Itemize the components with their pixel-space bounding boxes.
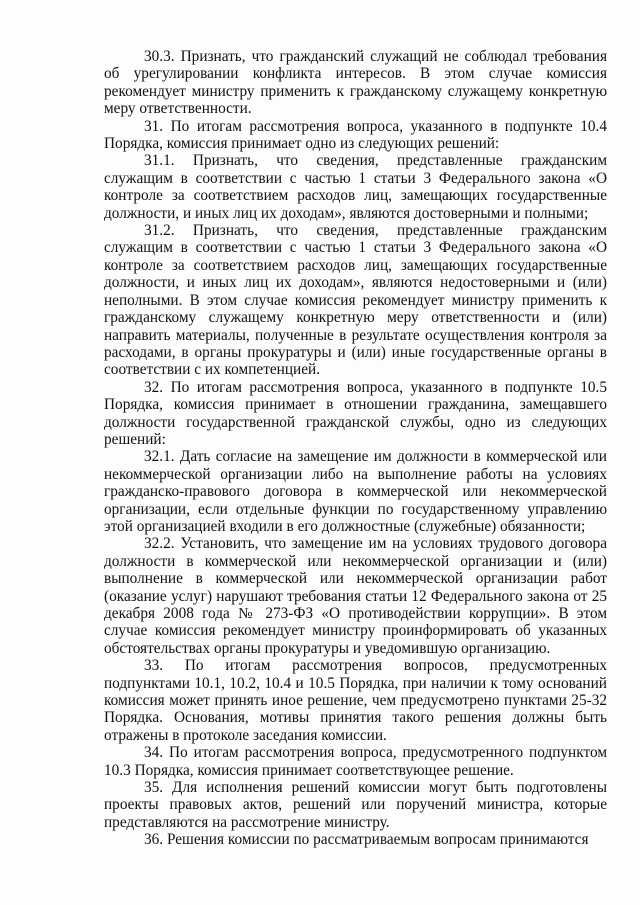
paragraph-30-3: 30.3. Признать, что гражданский служащий не соблюдал требования об урегулировании конфликта интересов. В этом случае комиссия рекомендует министру применить к гражданскому служащему конкретную меру ответственности. — [104, 48, 607, 118]
document-body — [104, 48, 607, 849]
paragraph-36: 36. Решения комиссии по рассматриваемым вопросам принимаются — [144, 831, 589, 849]
paragraph-33: 33. По итогам рассмотрения вопросов, предусмотренных подпунктами 10.1, 10.2, 10.4 и 10.5 Порядка, при наличии к тому оснований комиссия может принять иное решение, чем предусмотрено пунктами 25-32 Порядка. Основания, мотивы принятия такого решения должны быть отражены в протоколе заседания комиссии. — [104, 657, 607, 744]
paragraph-31: 31. По итогам рассмотрения вопроса, указанного в подпункте 10.4 Порядка, комиссия принимает одно из следующих решений: — [104, 117, 607, 153]
paragraph-32-2: 32.2. Установить, что замещение им на условиях трудового договора должности в коммерческой или некоммерческой организации и (или) выполнение в коммерческой или некоммерческой организации работ (оказание услуг) нарушают требования статьи 12 Федерального закона от 25 декабря 2008 года № 273-ФЗ «О противодействии коррупции». В этом случае комиссия рекомендует министру проинформировать об указанных обстоятельствах органы прокуратуры и уведомившую организацию. — [104, 535, 607, 657]
paragraph-31-1: 31.1. Признать, что сведения, представленные гражданским служащим в соответствии с частью 1 статьи 3 Федерального закона «О контроле за соответствием расходов лиц, замещающих государственные должности, и иных лиц их доходам», являются достоверными и полными; — [104, 152, 607, 222]
paragraph-32-1: 32.1. Дать согласие на замещение им должности в коммерческой или некоммерческой организации либо на выполнение работы на условиях гражданско-правового договора в коммерческой или некоммерческой организации, если отдельные функции по государственному управлению этой организацией входили в его должностные (служебные) обязанности; — [104, 448, 607, 535]
paragraph-34: 34. По итогам рассмотрения вопроса, предусмотренного подпунктом 10.3 Порядка, комиссия принимает соответствующее решение. — [104, 744, 607, 779]
paragraph-35: 35. Для исполнения решений комиссии могут быть подготовлены проекты правовых актов, решений или поручений министра, которые представляются на рассмотрение министру. — [104, 779, 607, 831]
paragraph-31-2: 31.2. Признать, что сведения, представленные гражданским служащим в соответствии с частью 1 статьи 3 Федерального закона «О контроле за соответствием расходов лиц, замещающих государственные должности, и иных лиц их доходам», являются недостоверными и (или) неполными. В этом случае комиссия рекомендует министру применить к гражданскому служащему конкретную меру ответственности и (или) направить материалы, полученные в результате осуществления контроля за расходами, в органы прокуратуры и (или) иные государственные органы в соответствии с их компетенцией. — [104, 222, 607, 379]
paragraph-32: 32. По итогам рассмотрения вопроса, указанного в подпункте 10.5 Порядка, комиссия принимает в отношении гражданина, замещавшего должности государственной гражданской службы, одно из следующих решений: — [104, 378, 607, 448]
